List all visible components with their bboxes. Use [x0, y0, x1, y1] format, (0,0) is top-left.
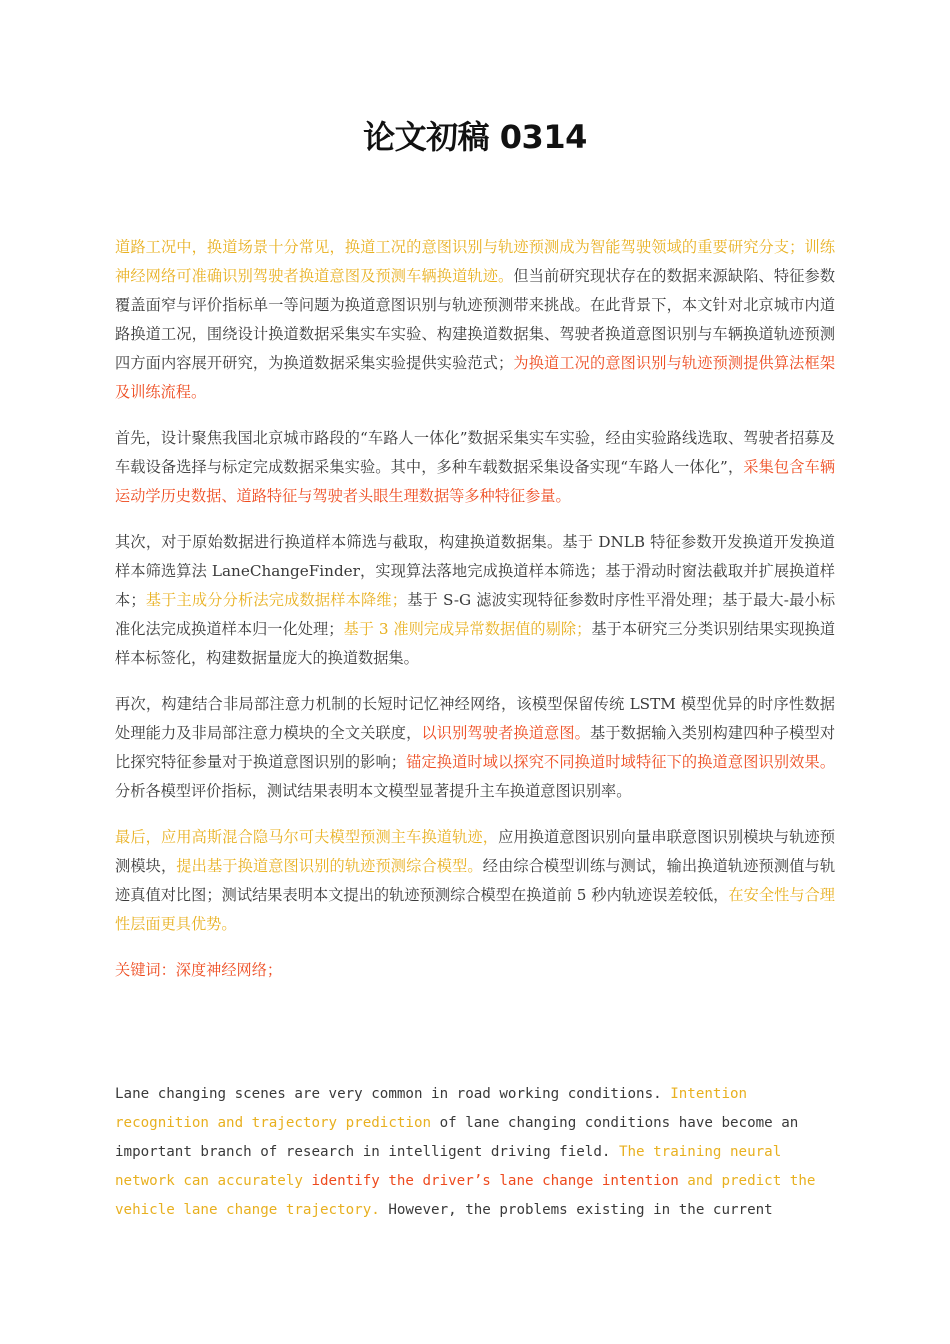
abstract-paragraph — [115, 823, 835, 939]
text-run: 其次，对于原始数据进行换道样本筛选与截取，构建换道数据集。基于 DNLB 特征参数开发换道开发换道样本筛选算法 LaneChangeFinder，实现算法落地完成换道样本筛选；基于滑动时窗法截取并扩展换道样本； — [115, 533, 835, 609]
highlighted-text-run: 基于主成分分析法完成数据样本降维； — [145, 591, 407, 609]
text-run: 但当前研究现状存在的数据来源缺陷、特征参数覆盖面窄与评价指标单一等问题为换道意图识别与轨迹预测带来挑战。在此背景下，本文针对北京城市内道路换道工况，围绕设计换道数据采集实车实验、构建换道数据集、驾驶者换道意图识别与车辆换道轨迹预测四方面内容展开研究，为换道数据采集实验提供实验范式； — [115, 267, 836, 372]
english-abstract — [115, 1080, 830, 1225]
highlighted-text-run: 锚定换道时域以探究不同换道时域特征下的换道意图识别效果。 — [405, 753, 836, 771]
document-title: 论文初稿 0314 — [363, 118, 587, 156]
highlighted-text-run: identify the driver’s lane change intention — [311, 1173, 679, 1189]
text-run: of lane changing conditions have become an important branch of research in intelligent driving field. — [115, 1115, 799, 1160]
highlighted-text-run: and predict the vehicle lane change trajectory. — [115, 1173, 816, 1218]
highlighted-text-run: 在安全性与合理性层面更具优势。 — [115, 886, 835, 933]
chinese-abstract — [115, 233, 835, 985]
highlighted-text-run: 道路工况中，换道场景十分常见，换道工况的意图识别与轨迹预测成为智能驾驶领域的重要研究分支；训练神经网络可准确识别驾驶者换道意图及预测车辆换道轨迹。 — [115, 238, 835, 285]
text-run: 首先，设计聚焦我国北京城市路段的“车路人一体化”数据采集实车实验，经由实验路线选取、驾驶者招募及车载设备选择与标定完成数据采集实验。其中，多种车载数据采集设备实现“车路人一体化”， — [115, 429, 835, 476]
text-run: 基于数据输入类别构建四种子模型对比探究特征参量对于换道意图识别的影响； — [115, 724, 836, 771]
highlighted-text-run: 为换道工况的意图识别与轨迹预测提供算法框架及训练流程。 — [115, 354, 836, 401]
highlighted-text-run: 基于 3 准则完成异常数据值的剔除； — [343, 620, 592, 638]
text-run: However, the problems existing in the current — [379, 1202, 773, 1218]
highlighted-text-run: 采集包含车辆运动学历史数据、道路特征与驾驶者头眼生理数据等多种特征参量。 — [115, 458, 836, 505]
highlighted-text-run: The training neural network can accurately — [115, 1144, 782, 1189]
highlighted-text-run: 提出基于换道意图识别的轨迹预测综合模型。 — [176, 857, 483, 875]
highlighted-text-run: Intention recognition and trajectory prediction — [115, 1086, 748, 1131]
text-run: 基于 S-G 滤波实现特征参数时序性平滑处理；基于最大-最小标准化法完成换道样本归一化处理； — [115, 591, 836, 638]
highlighted-text-run: 最后，应用高斯混合隐马尔可夫模型预测主车换道轨迹， — [115, 828, 499, 846]
abstract-paragraph — [115, 690, 835, 806]
text-run: 分析各模型评价指标，测试结果表明本文模型显著提升主车换道意图识别率。 — [115, 782, 632, 800]
text-run: 基于本研究三分类识别结果实现换道样本标签化，构建数据量庞大的换道数据集。 — [115, 620, 836, 667]
abstract-paragraph — [115, 528, 835, 673]
highlighted-text-run: 以识别驾驶者换道意图。 — [421, 724, 590, 742]
text-run: Lane changing scenes are very common in road working conditions. — [115, 1086, 671, 1102]
text-run: 经由综合模型训练与测试，输出换道轨迹预测值与轨迹真值对比图；测试结果表明本文提出的轨迹预测综合模型在换道前 5 秒内轨迹误差较低， — [115, 857, 836, 904]
abstract-paragraph — [115, 233, 835, 407]
text-run: 应用换道意图识别向量串联意图识别模块与轨迹预测模块， — [115, 828, 836, 875]
abstract-paragraph — [115, 424, 835, 511]
keywords-line: 关键词：深度神经网络； — [115, 961, 283, 979]
text-run: 再次，构建结合非局部注意力机制的长短时记忆神经网络，该模型保留传统 LSTM 模型优异的时序性数据处理能力及非局部注意力模块的全文关联度， — [115, 695, 835, 742]
